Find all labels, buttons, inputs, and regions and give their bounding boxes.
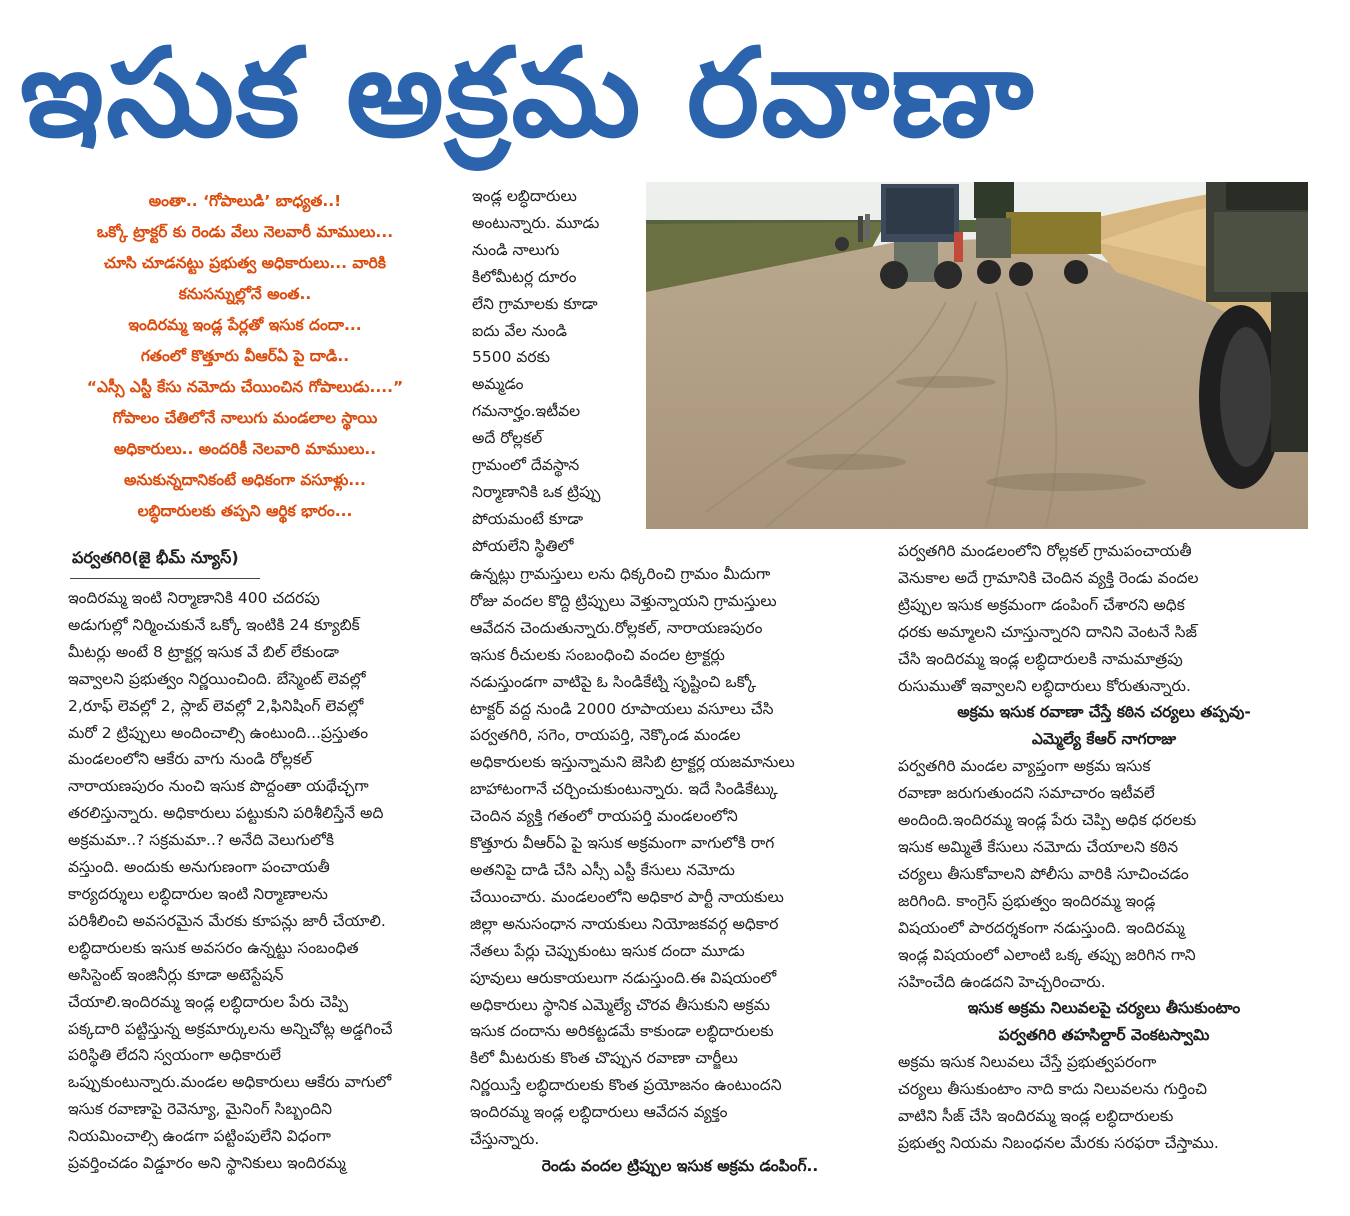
body-line: టాక్టర్ వద్ద నుండి 2000 రూపాయలు వసూలు చేసి [470, 699, 774, 718]
body-line: అధికారులకు ఇస్తున్నామని జెసిబి ట్రాక్టర్ల యజమానులు [470, 753, 795, 772]
body-line: అక్రమ ఇసుక నిలువలు చేస్తే ప్రభుత్వపరంగా [898, 1053, 1157, 1072]
body-line: అధికారులు స్థానిక ఎమ్మెల్యే చొరవ తీసుకుని అక్రమ [470, 995, 771, 1014]
body-line: గ్రామంలో దేవస్థాన [472, 456, 580, 475]
body-line: లేని గ్రామాలకు కూడా [472, 294, 598, 313]
body-line: ఐదు వేల నుండి [472, 321, 568, 340]
body-line: కార్యదర్శులు లబ్ధిదారుల ఇంటి నిర్మాణాలను [68, 884, 328, 903]
body-line: చర్యలు తీసుకోవాలని పోలీసు వారికి సూచించడం [898, 864, 1189, 883]
body-line: ప్రవర్తించడం విడ్డూరం అని స్థానికులు ఇందిరమ్మ [68, 1154, 346, 1173]
body-line: రుసుముతో ఇవ్వాలని లబ్ధిదారులు కోరుతున్నారు. [898, 676, 1191, 695]
body-line: అమ్మడం [472, 375, 524, 394]
body-line: చర్యలు తీసుకుంటాం నాది కాదు నిలువలను గుర్తించి [898, 1080, 1207, 1099]
body-line: అంటున్నారు. మూడు [472, 213, 600, 232]
highlight-line: అంతా.. ‘గోపాలుడి’ బాధ్యత..! [148, 192, 342, 210]
subheading: రెండు వందల ట్రిప్పుల ఇసుక అక్రమ డంపింగ్.. [541, 1156, 819, 1175]
body-line: మండలంలోని ఆకేరు వాగు నుండి రోల్లకల్ [68, 750, 312, 769]
highlight-line: అనుకున్నదానికంటే అధికంగా వసూళ్లు... [124, 471, 366, 489]
body-line: మరో 2 ట్రిప్పులు అందించాల్సి ఉంటుంది...ప్రస్తుతం [68, 723, 369, 742]
body-line: ఒప్పుకుంటున్నారు.మండల అధికారులు ఆకేరు వాగులో [68, 1073, 392, 1092]
body-line: పర్వతగిరి మండలంలోని రోల్లకల్ గ్రామపంచాయతీ [898, 542, 1192, 560]
body-line: ఇసుక రవాణాపై రెవెన్యూ, మైనింగ్ సిబ్బందిని [68, 1100, 333, 1119]
highlight-line: గోపాలం చేతిలోనే నాలుగు మండలాల స్థాయి [112, 409, 378, 427]
body-line: మీటర్లు అంటే 8 ట్రాక్టర్ల ఇసుక వే బిల్ లేకుండా [68, 642, 339, 661]
body-line: అడుగుల్లో నిర్మించుకునే ఒక్కో ఇంటికి 24 క్యూబిక్ [68, 615, 360, 634]
body-line: చేసి ఇందిరమ్మ ఇండ్ల లబ్ధిదారులకి నామమాత్రపు [898, 649, 1183, 668]
body-line: చేస్తున్నారు. [470, 1130, 540, 1149]
highlight-line: అధికారులు.. అందరికీ నెలవారి మాములు.. [113, 440, 377, 458]
body-line: రవాణా జరుగుతుందని సమాచారం ఇటీవలే [898, 784, 1155, 803]
body-line: కిలోమీటర్ల దూరం [472, 267, 577, 286]
body-line: ఉన్నట్లు గ్రామస్తులు లను ధిక్కరించి గ్రామం మీదుగా [470, 565, 771, 583]
body-line: ధరకు అమ్మాలని చూస్తున్నారని దానిని వెంటనే సిజ్ [898, 622, 1197, 641]
highlight-line: కనుసన్నుల్లోనే అంత.. [178, 285, 312, 303]
article-column-2-top [472, 183, 637, 560]
body-line: పోయలేని స్థితిలో [472, 536, 574, 555]
body-line: నుండి నాలుగు [472, 240, 560, 259]
highlight-line: ఒక్కో ట్రాక్టర్ కు రెండు వేలు నెలవారీ మాములు... [96, 223, 394, 241]
body-line: నేతలు పేర్లు చెప్పుకుంటు ఇసుక దందా మూడు [470, 941, 745, 960]
subheading: అక్రమ ఇసుక రవాణా చేస్తే కఠిన చర్యలు తప్పవు- [957, 703, 1251, 722]
body-line: ఇసుక రీచులకు సంబంధించి వందల ట్రాక్టర్లు [470, 645, 725, 664]
body-line: నిర్మాణానికి ఒక ట్రిప్పు [472, 482, 601, 501]
body-line: ఇసుక దందాను అరికట్టడమే కాకుండా లబ్ధిదారులకు [470, 1022, 774, 1041]
dateline-underline [70, 578, 260, 579]
body-line: కొత్తూరు వీఆర్ఏ పై ఇసుక అక్రమంగా వాగులోకి రాగ [470, 834, 775, 853]
body-line: విషయంలో పారదర్శకంగా నడుస్తుంది. ఇందిరమ్మ [898, 918, 1185, 937]
body-line: ఇండ్ల లబ్ధిదారులు [472, 187, 577, 205]
dateline: పర్వతగిరి(జై భీమ్ న్యూస్) [72, 548, 239, 567]
subheading: ఇసుక అక్రమ నిలువలపై చర్యలు తీసుకుంటాం [967, 999, 1241, 1018]
highlight-line: “ఎస్సీ ఎస్టీ కేసు నమోదు చేయించిన గోపాలుడు....” [86, 378, 404, 396]
body-line: లబ్ధిదారులకు ఇసుక అవసరం ఉన్నట్టు సంబంధిత [68, 938, 359, 957]
body-line: అక్రమమా..? సక్రమమా..? అనేది వెలుగులోకి [68, 831, 335, 850]
body-line: ఇండ్ల విషయంలో ఎలాంటి ఒక్క తప్పు జరిగిన గాని [898, 945, 1196, 964]
highlights-box [40, 186, 450, 527]
body-line: పర్వతగిరి మండల వ్యాప్తంగా అక్రమ ఇసుక [898, 757, 1151, 776]
highlight-line: లబ్ధిదారులకు తప్పని ఆర్థిక భారం... [137, 502, 353, 520]
body-line: 2,రూఫ్ లెవల్లో 2, స్లాబ్ లెవల్లో 2,ఫినిషింగ్ లెవల్లో [68, 696, 364, 715]
body-line: వెనుకాల అదే గ్రామానికి చెందిన వ్యక్తి రెండు వందల [898, 568, 1199, 587]
body-line: జరిగింది. కాంగ్రెస్ ప్రభుత్వం ఇందిరమ్మ ఇండ్ల [898, 891, 1156, 910]
body-line: వస్తుంది. అందుకు అనుగుణంగా పంచాయతీ [68, 858, 330, 877]
body-line: చేయాలి.ఇందిరమ్మ ఇండ్ల లబ్ధిదారుల పేరు చెప్పి [68, 992, 348, 1011]
body-line: పూవులు ఆరుకాయలుగా నడుస్తుంది.ఈ విషయంలో [470, 968, 777, 987]
body-line: చేయించారు. మండలంలోని అధికార పార్టీ నాయకులు [470, 887, 784, 906]
body-line: గమనార్హం.ఇటీవల [472, 402, 581, 421]
body-line: పక్కదారి పట్టిస్తున్న అక్రమార్కులను అన్నిచోట్ల అడ్డగించే [68, 1019, 393, 1038]
body-line: ఇందిరమ్మ ఇంటి నిర్మాణానికి 400 చదరపు [68, 589, 320, 607]
body-line: పరిస్థితి లేదని స్వయంగా అధికారులే [68, 1046, 282, 1065]
body-line: పోయమంటే కూడా [472, 509, 584, 528]
body-line: నారాయణపురం నుంచి ఇసుక పొద్దంతా యథేచ్ఛగా [68, 777, 369, 796]
body-line: ట్రిప్పుల ఇసుక అక్రమంగా డంపింగ్ చేశారని అధిక [898, 595, 1185, 614]
body-line: అసిస్టెంట్ ఇంజినీర్లు కూడా అటెస్టేషన్ [68, 965, 284, 984]
body-line: రోజు వందల కొద్ది ట్రిప్పులు వెళ్తున్నాయని గ్రామస్తులు [470, 591, 777, 610]
subheading: పర్వతగిరి తహసిల్దార్ వెంకటస్వామి [998, 1026, 1210, 1045]
body-line: బాహాటంగానే చర్చించుకుంటున్నారు. ఇదే సిండికేట్కు [470, 780, 778, 799]
body-line: తరలిస్తున్నారు. అధికారులు పట్టుకుని పరిశీలిస్తేనే అది [68, 804, 384, 823]
highlight-line: ఇందిరమ్మ ఇండ్ల పేర్లతో ఇసుక దందా... [128, 316, 362, 334]
article-column-2-bottom [470, 561, 890, 1180]
body-line: అదే రోల్లకల్ [472, 429, 543, 448]
body-line: ఇవ్వాలని ప్రభుత్వం నిర్ణయించింది. బేస్మెంట్ లెవల్లో [68, 669, 366, 688]
body-line: ఇసుక అమ్మితే కేసులు నమోదు చేయాలని కఠిన [898, 837, 1179, 856]
highlight-line: గతంలో కొత్తూరు వీఆర్ఏ పై దాడి.. [140, 347, 350, 365]
body-line: జిల్లా అనుసంధాన నాయకులు నియోజకవర్గ అధికార [470, 914, 779, 933]
highlight-line: చూసి చూడనట్టు ప్రభుత్వ అధికారులు... వారికి [104, 254, 386, 272]
subheading: ఎమ్మెల్యే కేఆర్ నాగరాజు [1031, 730, 1177, 749]
article-column-1 [68, 585, 453, 1177]
body-line: వాటిని సీజ్ చేసి ఇందిరమ్మ ఇండ్ల లబ్ధిదారులకు [898, 1107, 1174, 1126]
body-line: ఆవేదన చెందుతున్నారు.రోల్లకల్, నారాయణపురం [470, 618, 763, 637]
article-column-3 [898, 538, 1310, 1157]
body-line: ఇందిరమ్మ ఇండ్ల లబ్ధిదారులు ఆవేదన వ్యక్తం [470, 1103, 728, 1122]
body-line: నిర్ణయిస్తే లబ్ధిదారులకు కొంత ప్రయోజనం ఉంటుందని [470, 1076, 782, 1095]
body-line: అతనిపై దాడి చేసి ఎస్సీ ఎస్టీ కేసులు నమోదు [470, 860, 735, 879]
body-line: కిలో మీటరుకు కొంత చొప్పున రవాణా చార్జీలు [470, 1049, 738, 1068]
body-line: చెందిన వ్యక్తి గతంలో రాయపర్తి మండలంలోని [470, 807, 738, 826]
body-line: 5500 వరకు [472, 348, 551, 367]
body-line: నియమించాల్సి ఉండగా పట్టింపులేని విధంగా [68, 1127, 331, 1146]
body-line: పరిశీలించి అవసరమైన మేరకు కూపన్లు జారీ చేయాలి. [68, 911, 386, 930]
body-line: నడుస్తుండగా వాటిపై ఓ సిండికేట్ని సృష్టించి ఒక్కో [470, 672, 757, 691]
sand-tractor-photo [646, 182, 1308, 529]
body-line: అందింది.ఇందిరమ్మ ఇండ్ల పేరు చెప్పి అధిక ధరలకు [898, 811, 1197, 830]
body-line: సహించేది ఉండదని హెచ్చరించారు. [898, 972, 1106, 991]
body-line: పర్వతగిరి, సగెం, రాయపర్తి, నెక్కొండ మండల [470, 726, 741, 745]
headline: ఇసుక అక్రమ రవాణా [20, 22, 1036, 164]
body-line: ప్రభుత్వ నియమ నిబంధనల మేరకు సరఫరా చేస్తాము. [898, 1133, 1219, 1152]
